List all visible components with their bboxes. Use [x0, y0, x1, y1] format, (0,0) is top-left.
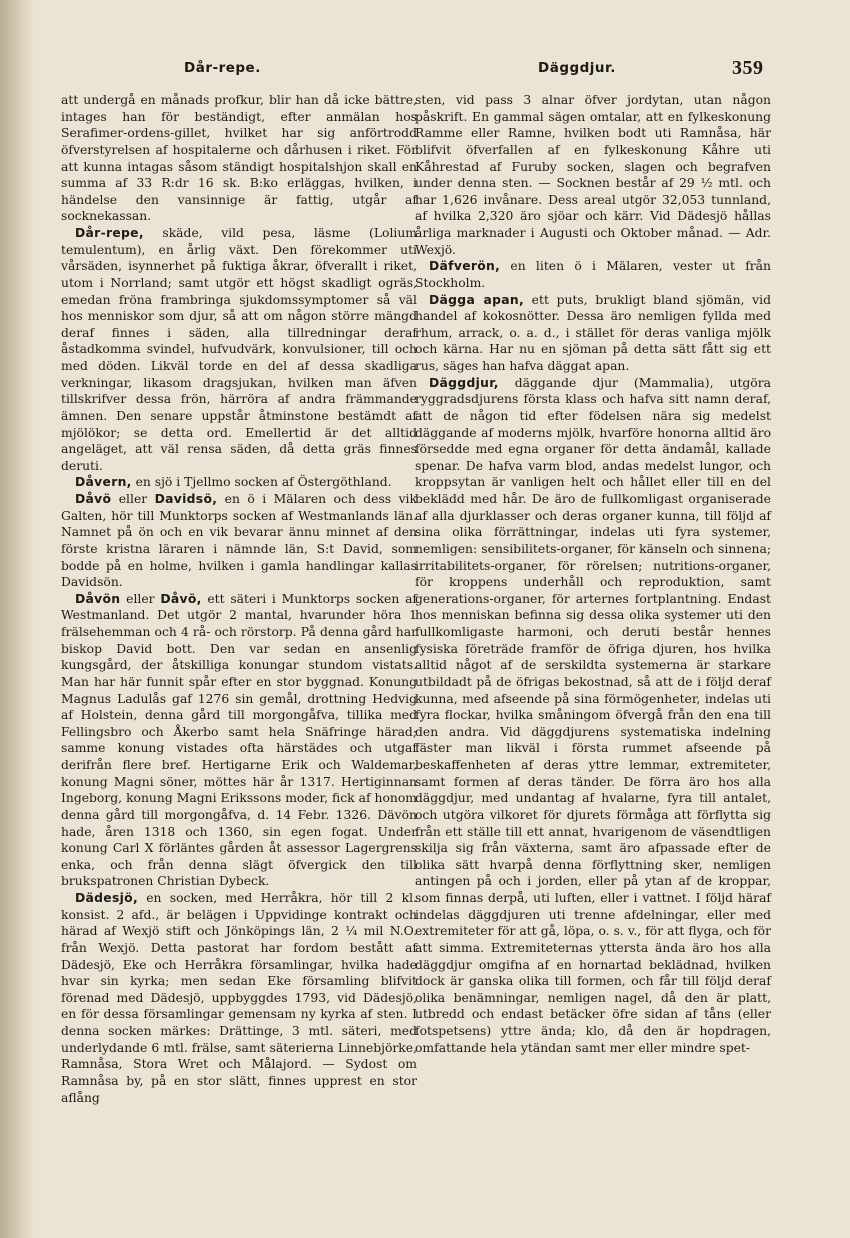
entry-dagga-apan — [415, 292, 771, 375]
headword: Dädesjö, — [75, 891, 138, 905]
headword-alt: Davidsö, — [154, 492, 218, 506]
entry-text: skäde, vild pesa, läsme (Lolium temulentum), en årlig växt. Den förekommer uti vårsäden, isynnerhet på fuktiga åkrar, öfverallt i riket, utom i Norrland; samt utgör ett högst skadligt ogräs, emedan fröna frambringa sjukdomssymptomer så väl hos menniskor som djur, så att om någon större mängd deraf finnes i säden, alla tillredningar deraf åstadkomma svindel, hufvudvärk, konvulsioner, till och med döden. Likväl torde en del af dessa skadliga verkningar, likasom dragsjukan, hvilken man äfven tillskrifver dessa frön, härröra af andra främmande ämnen. Den senare uppstår åtminstone bestämdt af mjölökor; se detta ord. Emellertid är det alltid angeläget, att väl rensa säden, då detta gräs finnes deruti. — [61, 226, 417, 473]
headword: Dår-repe, — [75, 226, 144, 240]
entry-text: en liten ö i Mälaren, vester ut från Stockholm. — [415, 259, 771, 290]
entry-daggdjur — [415, 375, 771, 1057]
running-head-left: Dår-repe. — [184, 60, 261, 76]
entry-dadesjo — [61, 890, 417, 1106]
headword: Dåvö — [75, 492, 112, 506]
entry-text: ett puts, brukligt bland sjömän, vid handel af kokosnötter. Dessa äro nemligen fyllda med rhum, arrack, o. a. d., i stället för deras vanliga mjölk och kärna. Har nu en sjöman på detta sätt fått sig ett rus, säges han hafva däggat apan. — [415, 292, 771, 373]
page-binding-shadow — [0, 0, 34, 1238]
entry-text: en ö i Mälaren och dess vik Galten, hör till Munktorps socken af Westmanlands län. Namnet på ön och en vik bevarar ännu minnet af den förste kristna läraren i nämnde län, S:t David, som bodde på en holme, hvilken i gamla handlingar kallas Davidsön. — [61, 492, 417, 590]
entry-continuation: sten, vid pass 3 alnar öfver jordytan, utan någon påskrift. En gammal sägen omtalar, att en fylkeskonung Ramme eller Ramne, hvilken bodt uti Ramnåsa, här blifvit öfverfallen af en fylkeskonung Kåhre uti Kåhrestad af Furuby socken, slagen och begrafven under denna sten. — Socknen består af 29 ½ mtl. och har 1,626 invånare. Dess areal utgör 32,053 tunnland, af hvilka 2,320 äro sjöar och kärr. Vid Dädesjö hållas årliga marknader i Augusti och Oktober månad. — Adr. Wexjö. — [415, 93, 771, 257]
headword: Dägga apan, — [429, 292, 524, 307]
right-column — [415, 92, 771, 1056]
entry-davo — [61, 491, 417, 591]
headword: Dåvern, — [75, 475, 132, 490]
entry-dafveron — [415, 258, 771, 291]
entry-dar-repe — [61, 225, 417, 474]
headword-alt: Dåvö, — [160, 591, 202, 606]
headword: Däfverön, — [429, 259, 501, 274]
entry-davon — [61, 591, 417, 890]
page-number: 359 — [732, 57, 764, 79]
entry-text: däggande djur (Mammalia), utgöra ryggradsdjurens första klass och hafva sitt namn deraf, att de någon tid efter födelsen nära sig medelst däggande af moderns mjölk, hvarföre honorna alltid äro försedde med egna organer för detta ändamål, kallade spenar. De hafva varm blod, andas medelst lungor, och kroppsytan är vanligen helt och hållet eller till en del beklädd med hår. De äro de fullkomligast organiserade af alla djurklasser och deras organer kunna, till följd af sina olika förrättningar, indelas uti fyra systemer, nemligen: sensibilitets-organer, för känseln och sinnena; irritabilitets-organer, för rörelsen; nutritions-organer, för kroppens underhåll och reproduktion, samt generations-organer, för arternes fortplantning. Endast hos menniskan befinna sig dessa olika systemer uti den fullkomligaste harmoni, och deruti består hennes fysiska företräde framför de öfriga djuren, hos hvilka alltid något af de serskildta systemerna är starkare utbildadt på de öfrigas bekostnad, så att de i följd deraf kunna, med afseende på sina förmögenheter, indelas uti fyra flockar, hvilka småningom öfvergå från den ena till den andra. Vid däggdjurens systematiska indelning fäster man likväl i första rummet afseende på beskaffenheten af deras yttre lemmar, extremiteter, samt formen af deras tänder. De förra äro hos alla däggdjur, med undantag af hvalarne, fyra till antalet, och utgöra vilkoret för djurets förmåga att förflytta sig från ett ställe till ett annat, hvarigenom de väsendtligen skilja sig från växterna, samt äro afpassade efter de olika sätt hvarpå denna förflyttning sker, nemligen antingen på och i jorden, eller på ytan af de kroppar, som finnas derpå, uti luften, eller i vattnet. I följd häraf indelas däggdjuren uti trenne afdelningar, eller med extremiteter för att gå, löpa, o. s. v., för att flyga, och för att simma. Extremiteternas yttersta ända äro hos alla däggdjur omgifna af en hornartad beklädnad, hvilken dock är ganska olika till formen, och får till följd deraf olika benämningar, nemligen nagel, då den är platt, utbredd och endast betäcker öfre sidan af tåns (eller fotspetsens) yttre ända; klo, då den är hopdragen, omfattande hela ytändan samt mer eller mindre spet- — [415, 375, 771, 1055]
left-column — [61, 92, 417, 1106]
entry-connector: eller — [120, 591, 161, 606]
running-head-right: Däggdjur. — [538, 60, 616, 76]
entry-text: en socken, med Herråkra, hör till 2 kl. konsist. 2 afd., är belägen i Uppvidinge kontrakt och härad af Wexjö stift och Jönköpings län, 2 ¼ mil N.O. från Wexjö. Detta pastorat har fordom bestått af Dädesjö, Eke och Herråkra församlingar, hvilka hade hvar sin kyrka; men sedan Eke församling blifvit förenad med Dädesjö, uppbyggdes 1793, vid Dädesjö, en för dessa församlingar gemensam ny kyrka af sten. I denna socken märkes: Drättinge, 3 mtl. säteri, med underlydande 6 mtl. frälse, samt säterierna Linnebjörke, Ramnåsa, Stora Wret och Målajord. — Sydost om Ramnåsa by, på en stor slätt, finnes upprest en stor aflång — [61, 891, 417, 1105]
entry-text: en sjö i Tjellmo socken af Östergöthland. — [131, 475, 392, 490]
entry-connector: eller — [111, 492, 155, 506]
entry-davern — [61, 474, 417, 491]
headword: Däggdjur, — [429, 375, 499, 390]
entry-continuation: att undergå en månads profkur, blir han då icke bättre, intages han för beständigt, efter anmälan hos Serafimer-ordens-gillet, hvilket har sig anförtrodd öfverstyrelsen af hospitalerne och dårhusen i riket. För att kunna intagas såsom ständigt hospitalshjon skall en summa af 33 R:dr 16 sk. B:ko erläggas, hvilken, i händelse den vansinnige är fattig, utgår af socknekassan. — [61, 93, 417, 224]
headword: Dåvön — [75, 591, 121, 606]
entry-text: ett säteri i Munktorps socken af Westmanland. Det utgör 2 mantal, hvarunder höra 1 frälsehemman och 4 rå- och rörstorp. På denna gård har biskop David bott. Den var sedan en ansenlig kungsgård, der åtskilliga konungar stundom vistats. Man har här funnit spår efter en stor byggnad. Konung Magnus Ladulås gaf 1276 sin gemål, drottning Hedvig af Holstein, denna gård till morgongåfva, tillika med Fellingsbro och Åkerbo samt hela Snäfringe härad; samme konung vistades ofta härstädes och utgaf derifrån flere bref. Hertigarne Erik och Waldemar, konung Magni söner, möttes här år 1317. Hertiginnan Ingeborg, konung Magni Erikssons moder, fick af honom denna gård till morgongåfva, d. 14 Febr. 1326. Dävön hade, åren 1318 och 1360, sin egen fogat. Under konung Carl X förläntes gården åt assessor Lagergrens enka, och från denna slägt öfvergick den till brukspatronen Christian Dybeck. — [61, 591, 417, 889]
book-page — [46, 52, 776, 1222]
